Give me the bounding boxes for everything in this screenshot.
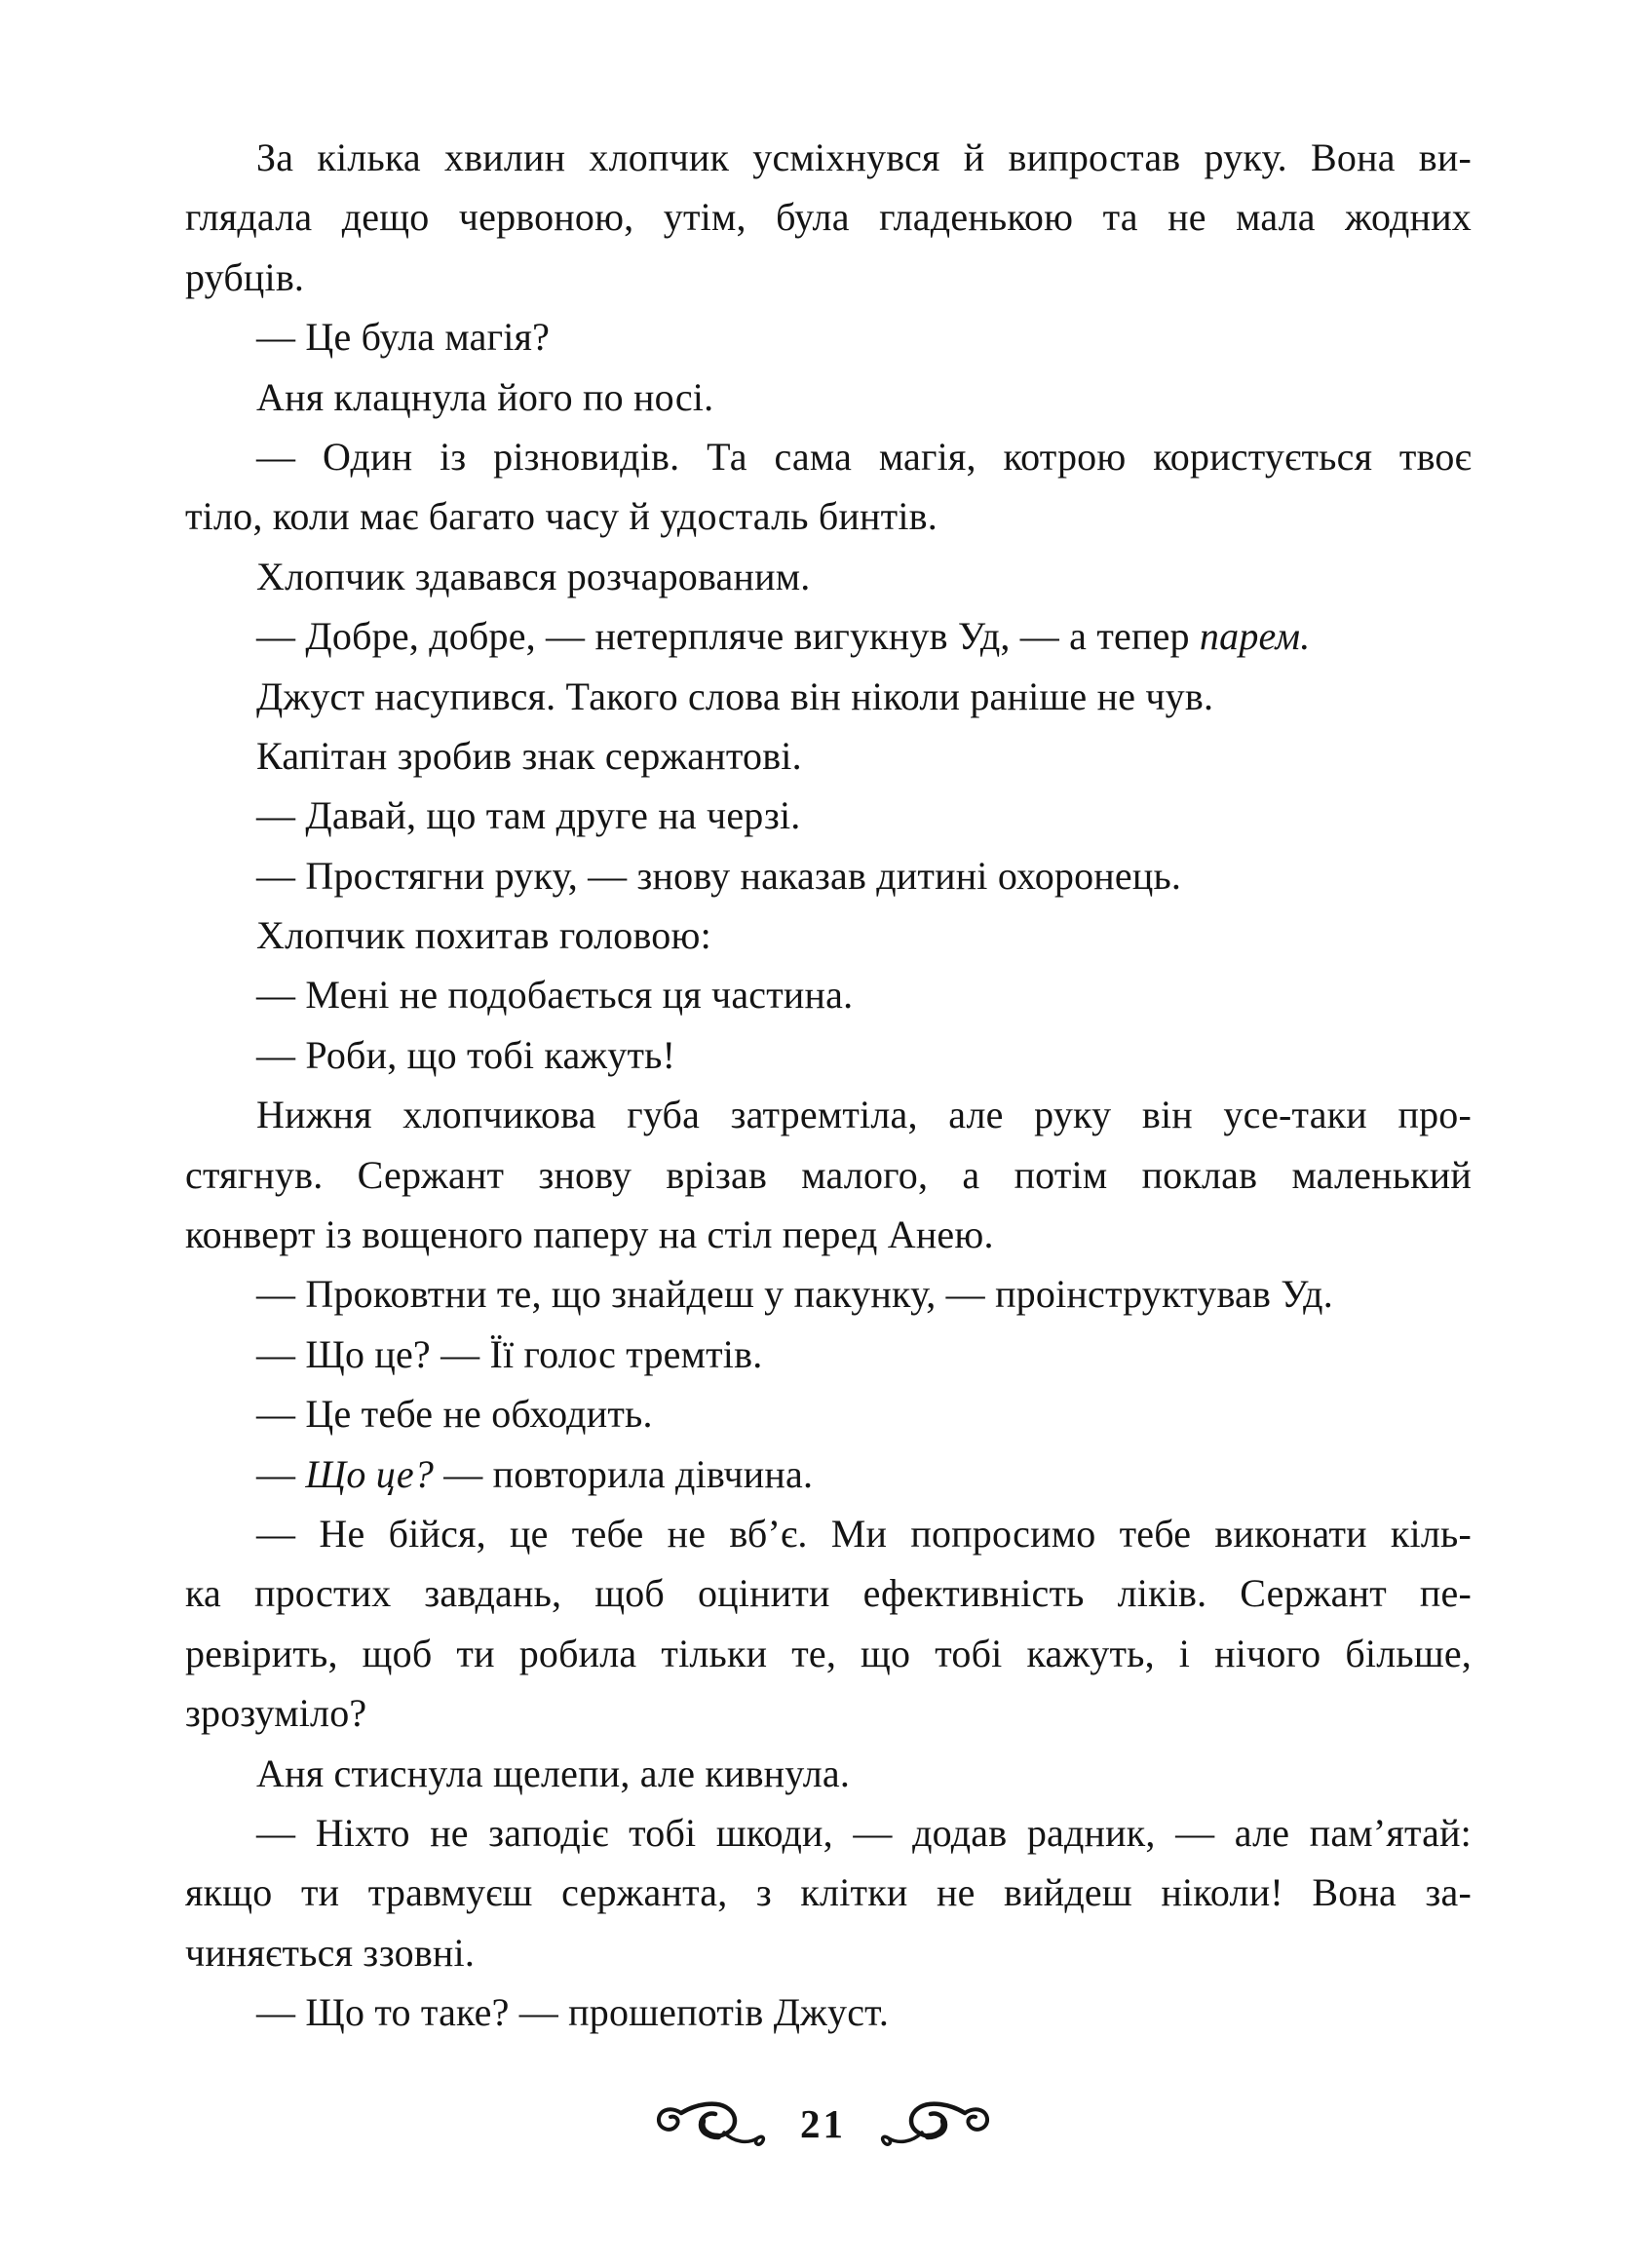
text-line [185, 128, 1472, 187]
text-run: ка простих завдань, щоб оцінити ефективність ліків. Сержант пе- [185, 1571, 1472, 1616]
text-run: — Роби, що тобі кажуть! [256, 1032, 676, 1077]
text-line [185, 1563, 1472, 1623]
text-run: — Проковтни те, що знайдеш у пакунку, — проінструктував Уд. [256, 1272, 1333, 1317]
flourish-left-icon [652, 2095, 767, 2152]
page-number: 21 [800, 2101, 846, 2146]
text-run: зрозуміло? [185, 1691, 367, 1736]
text-line [185, 965, 1472, 1024]
text-run: Аня стиснула щелепи, але кивнула. [256, 1750, 851, 1795]
text-line [185, 1923, 1472, 1982]
text-run: — Один із різновидів. Та сама магія, котрою користується твоє [256, 434, 1472, 479]
text-run: глядала дещо червоною, утім, була гладенькою та не мала жодних [185, 195, 1472, 240]
text-run: — Давай, що там друге на черзі. [256, 793, 801, 838]
text-line [185, 1683, 1472, 1743]
text-line [185, 307, 1472, 366]
text-run: — Простягни руку, — знову наказав дитині охоронець. [256, 853, 1182, 898]
text-line [185, 1444, 1472, 1504]
text-run: чиняється ззовні. [185, 1930, 476, 1975]
text-run: стягнув. Сержант знову врізав малого, а потім поклав маленький [185, 1152, 1472, 1197]
text-run: рубців. [185, 254, 305, 299]
text-line [185, 1264, 1472, 1324]
text-line [185, 1205, 1472, 1264]
text-run: ревірить, щоб ти робила тільки те, що тобі кажуть, і нічого більше, [185, 1631, 1472, 1675]
text-line [185, 1803, 1472, 1863]
text-run: конверт із вощеного паперу на стіл перед Анею. [185, 1212, 994, 1257]
text-run: якщо ти травмуєш сержанта, з клітки не вийдеш ніколи! Вона за- [185, 1870, 1472, 1915]
flourish-right-icon [879, 2095, 994, 2152]
text-run: — Ніхто не заподіє тобі шкоди, — додав радник, — але пам’ятай: [256, 1810, 1472, 1855]
text-line [185, 486, 1472, 546]
text-run: Нижня хлопчикова губа затремтіла, але руку він усе-таки про- [256, 1093, 1472, 1137]
text-line [185, 1384, 1472, 1443]
text-line [185, 1624, 1472, 1683]
text-line [185, 667, 1472, 726]
text-run: — Це була магія? [256, 315, 551, 360]
text-run: — Що це? — Її голос тремтів. [256, 1331, 763, 1376]
text-run: Аня клацнула його по носі. [256, 374, 714, 419]
text-line [185, 1325, 1472, 1384]
text-run: тіло, коли має багато часу й удосталь бинтів. [185, 494, 938, 539]
text-line [185, 786, 1472, 845]
text-line [185, 427, 1472, 486]
text-run: Капітан зробив знак сержантові. [256, 733, 802, 778]
text-line [185, 1982, 1472, 2042]
text-line [185, 547, 1472, 606]
text-run: — Це тебе не обходить. [256, 1392, 653, 1437]
text-line [185, 1744, 1472, 1803]
text-run: — [256, 1451, 306, 1496]
italic-text-run: парем. [1199, 614, 1311, 659]
text-line [185, 367, 1472, 427]
text-line [185, 1145, 1472, 1205]
page-footer [0, 2095, 1646, 2152]
text-line [185, 905, 1472, 965]
text-line [185, 606, 1472, 666]
text-line [185, 248, 1472, 307]
text-run: Хлопчик похитав головою: [256, 913, 711, 958]
text-run: — Що то таке? — прошепотів Джуст. [256, 1990, 890, 2035]
text-run: — Не бійся, це тебе не вб’є. Ми попросимо тебе виконати кіль- [256, 1511, 1472, 1556]
text-run: Хлопчик здавався розчарованим. [256, 554, 811, 598]
text-line [185, 1504, 1472, 1563]
text-run: — Добре, добре, — нетерпляче вигукнув Уд, — а тепер [256, 614, 1200, 659]
text-line [185, 726, 1472, 786]
page-text [185, 128, 1472, 2043]
text-line [185, 1025, 1472, 1085]
text-line [185, 187, 1472, 247]
text-line [185, 846, 1472, 905]
text-run: — повторила дівчина. [434, 1451, 814, 1496]
text-run: Джуст насупився. Такого слова він ніколи раніше не чув. [256, 673, 1214, 718]
italic-text-run: Що це? [305, 1451, 435, 1496]
text-run: — Мені не подобається ця частина. [256, 973, 854, 1018]
text-line [185, 1863, 1472, 1922]
text-line [185, 1085, 1472, 1144]
text-run: За кілька хвилин хлопчик усміхнувся й випростав руку. Вона ви- [256, 135, 1472, 179]
